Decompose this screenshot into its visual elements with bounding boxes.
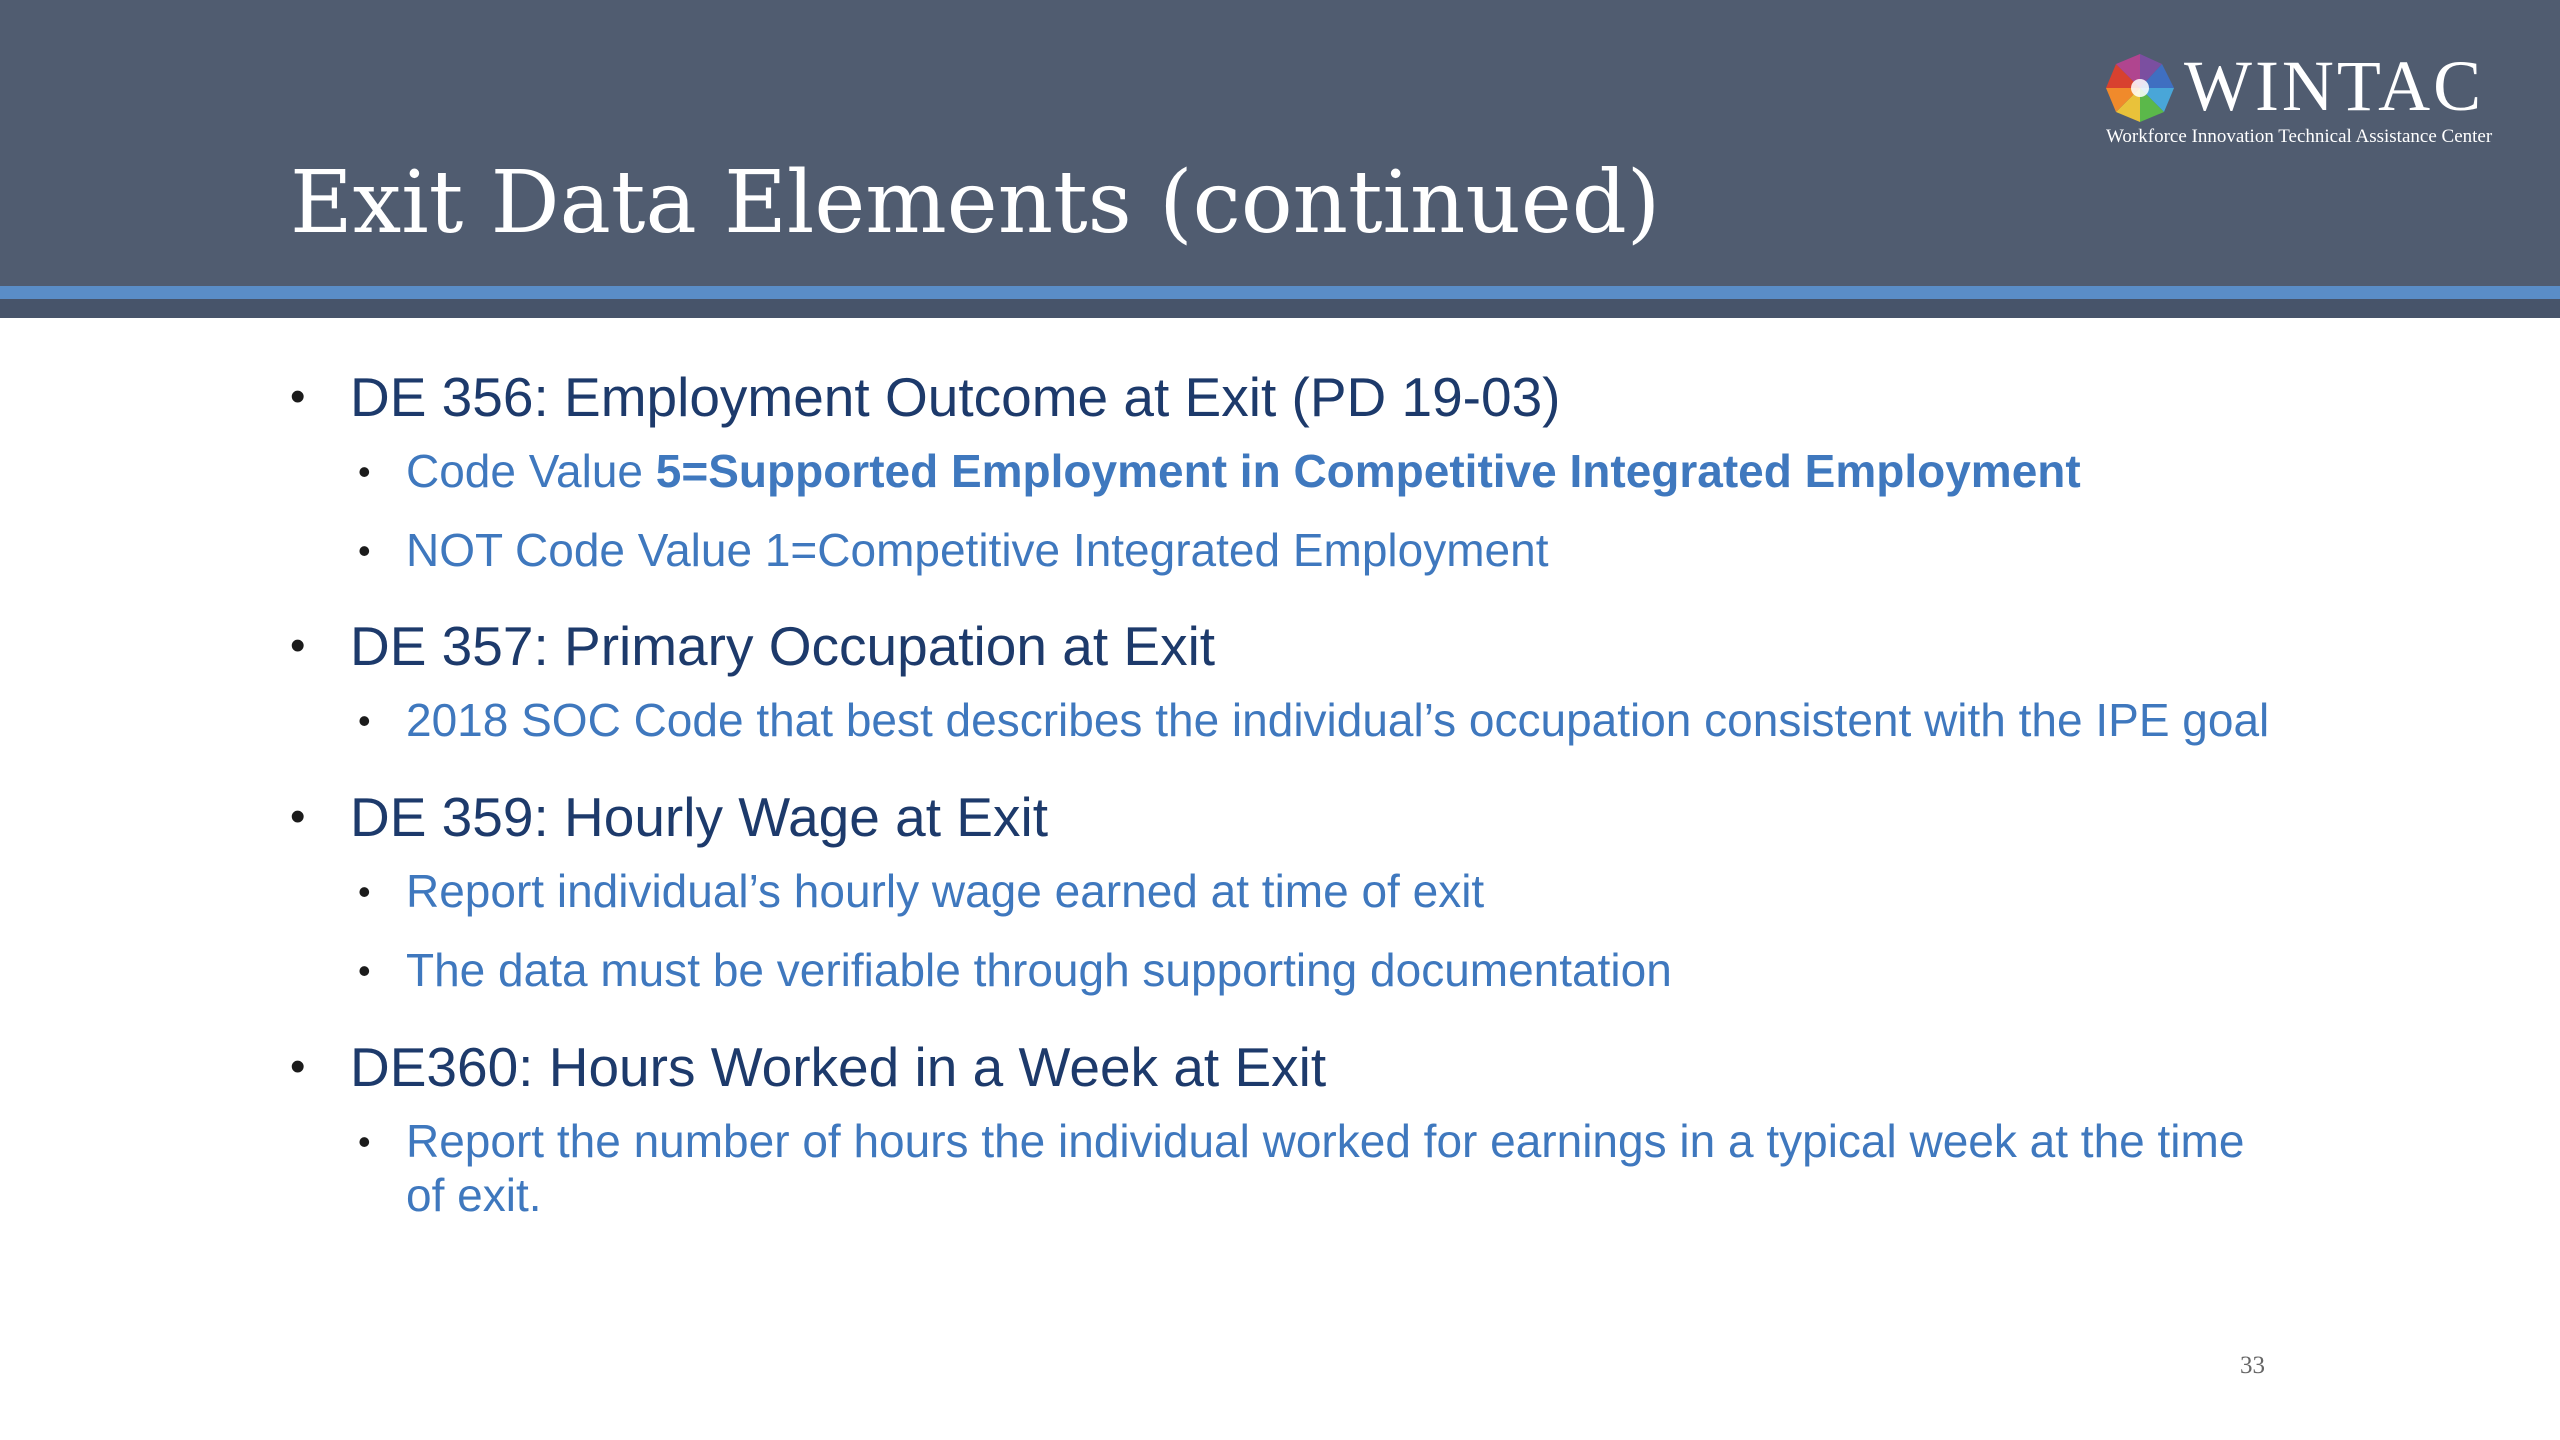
- header-stripe-shadow: [0, 299, 2560, 318]
- sub-item-prefix: Code Value: [406, 445, 656, 497]
- header-stripe: [0, 286, 2560, 299]
- sub-item-text: NOT Code Value 1=Competitive Integrated Employment: [406, 523, 1549, 576]
- sub-item-text: Report individual’s hourly wage earned at time of exit: [406, 865, 1485, 918]
- slide-title: Exit Data Elements (continued): [290, 153, 1661, 253]
- item-heading: DE 359: Hourly Wage at Exit: [350, 786, 1048, 849]
- bullet-dot: •: [290, 1041, 306, 1091]
- bullet-dot: •: [358, 700, 371, 742]
- bullet-dot: •: [290, 621, 306, 671]
- item-heading: DE 356: Employment Outcome at Exit (PD 19-03): [350, 366, 1561, 428]
- logo-tagline: Workforce Innovation Technical Assistance Center: [2106, 126, 2493, 147]
- sub-item-emphasis: 5=Supported Employment in Competitive Integrated Employment: [655, 445, 2081, 497]
- bullet-dot: •: [290, 372, 306, 421]
- list-item: [290, 1034, 2270, 1223]
- list-item: [290, 364, 2270, 577]
- bullet-list: [290, 364, 2270, 1259]
- bullet-dot: •: [358, 1120, 371, 1162]
- page-number: 33: [2240, 1352, 2265, 1379]
- wintac-logo: [2102, 46, 2522, 150]
- logo-wordmark: WINTAC: [2184, 46, 2485, 126]
- bullet-dot: •: [358, 529, 371, 571]
- bullet-dot: •: [358, 871, 371, 913]
- bullet-dot: •: [358, 949, 371, 991]
- list-item: [290, 784, 2270, 997]
- item-heading: DE360: Hours Worked in a Week at Exit: [350, 1035, 1327, 1098]
- list-item: [290, 613, 2270, 748]
- sub-item-text: 2018 SOC Code that best describes the individual’s occupation consistent with the IPE goal: [406, 694, 2270, 747]
- bullet-dot: •: [358, 451, 371, 492]
- sub-item-text: The data must be verifiable through supporting documentation: [406, 943, 1672, 996]
- item-heading: DE 357: Primary Occupation at Exit: [350, 615, 1216, 678]
- bullet-dot: •: [290, 792, 306, 842]
- sub-item-text: Report the number of hours the individual worked for earnings in a typical week at the time of exit.: [406, 1114, 2245, 1222]
- pinwheel-logo-icon: [2102, 50, 2178, 126]
